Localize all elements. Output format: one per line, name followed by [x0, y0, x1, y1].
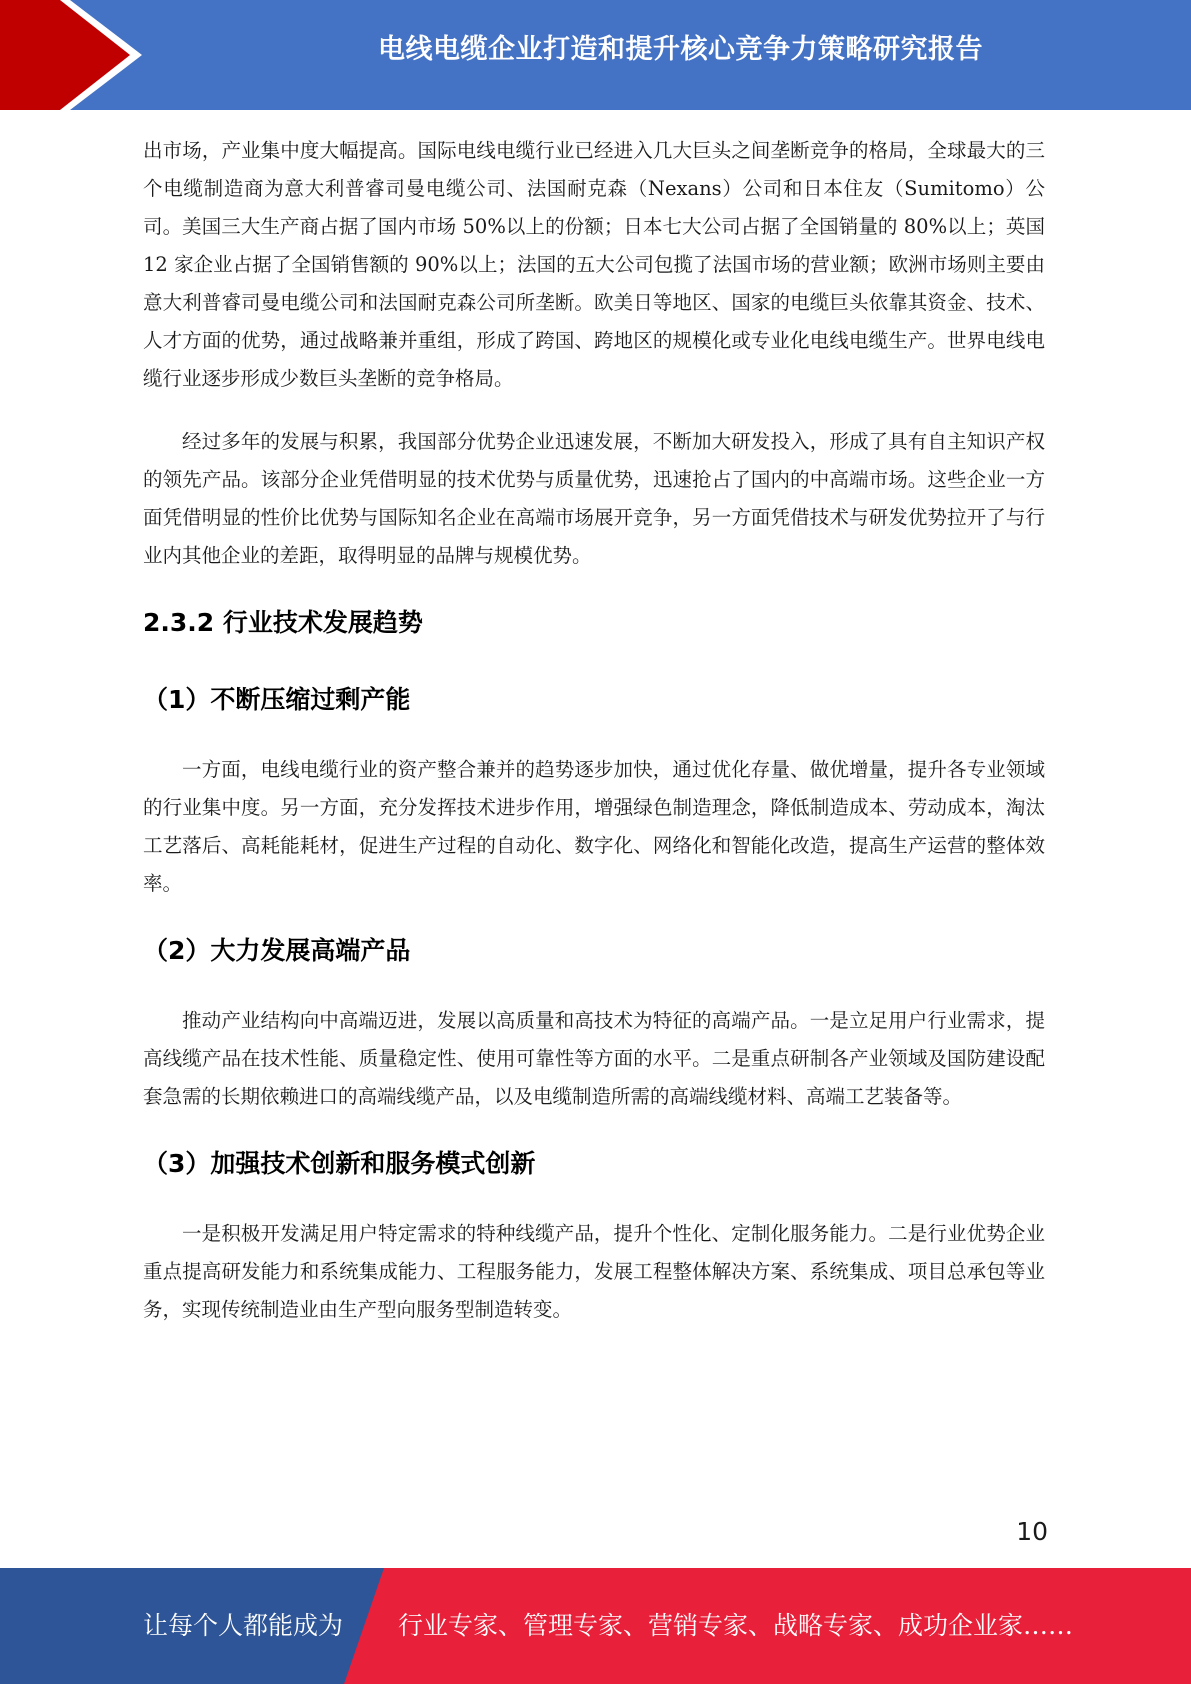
paragraph-high-end-products: 推动产业结构向中高端迈进，发展以高质量和高技术为特征的高端产品。一是立足用户行业需求，提高线缆产品在技术性能、质量稳定性、使用可靠性等方面的水平。二是重点研制各产业领域及国防建设配套急需的长期依赖进口的高端线缆产品，以及电缆制造所需的高端线缆材料、高端工艺装备等。: [143, 1009, 1045, 1108]
subheading-reduce-overcapacity: （1）不断压缩过剩产能: [143, 685, 411, 714]
paragraph-domestic-enterprises: 经过多年的发展与积累，我国部分优势企业迅速发展，不断加大研发投入，形成了具有自主知识产权的领先产品。该部分企业凭借明显的技术优势与质量优势，迅速抢占了国内的中高端市场。这些企业一方面凭借明显的性价比优势与国际知名企业在高端市场展开竞争，另一方面凭借技术与研发优势拉开了与行业内其他企业的差距，取得明显的品牌与规模优势。: [143, 430, 1045, 567]
page-header: [0, 0, 1191, 110]
paragraph-global-cable-market: 出市场，产业集中度大幅提高。国际电线电缆行业已经进入几大巨头之间垄断竞争的格局，全球最大的三个电缆制造商为意大利普睿司曼电缆公司、法国耐克森（Nexans）公司和日本住友（Sumitomo）公司。美国三大生产商占据了国内市场 50%以上的份额；日本七大公司占据了全国销量的 80%以上；英国 12 家企业占据了全国销售额的 90%以上；法国的五大公司包揽了法国市场的营业额；欧洲市场则主要由意大利普睿司曼电缆公司和法国耐克森公司所垄断。欧美日等地区、国家的电缆巨头依靠其资金、技术、人才方面的优势，通过战略兼并重组，形成了跨国、跨地区的规模化或专业化电线电缆生产。世界电线电缆行业逐步形成少数巨头垄断的竞争格局。: [143, 139, 1045, 390]
subheading-high-end-products: （2）大力发展高端产品: [143, 936, 411, 965]
page-number: 10: [1016, 1517, 1048, 1546]
footer-slogan-left: 让每个人都能成为: [143, 1611, 344, 1640]
paragraph-innovation: 一是积极开发满足用户特定需求的特种线缆产品，提升个性化、定制化服务能力。二是行业优势企业重点提高研发能力和系统集成能力、工程服务能力，发展工程整体解决方案、系统集成、项目总承包等业务，实现传统制造业由生产型向服务型制造转变。: [143, 1222, 1045, 1321]
page-footer: [0, 1568, 1191, 1684]
report-title: 电线电缆企业打造和提升核心竞争力策略研究报告: [378, 34, 983, 65]
header-chevron-icon: [0, 0, 160, 110]
paragraph-reduce-overcapacity: 一方面，电线电缆行业的资产整合兼并的趋势逐步加快，通过优化存量、做优增量，提升各专业领域的行业集中度。另一方面，充分发挥技术进步作用，增强绿色制造理念，降低制造成本、劳动成本，淘汰工艺落后、高耗能耗材，促进生产过程的自动化、数字化、网络化和智能化改造，提高生产运营的整体效率。: [143, 758, 1045, 895]
section-heading: 2.3.2 行业技术发展趋势: [143, 608, 423, 637]
footer-slogan-right: 行业专家、管理专家、营销专家、战略专家、成功企业家……: [398, 1611, 1074, 1640]
document-body: [143, 132, 1045, 1329]
subheading-innovation: （3）加强技术创新和服务模式创新: [143, 1149, 536, 1178]
